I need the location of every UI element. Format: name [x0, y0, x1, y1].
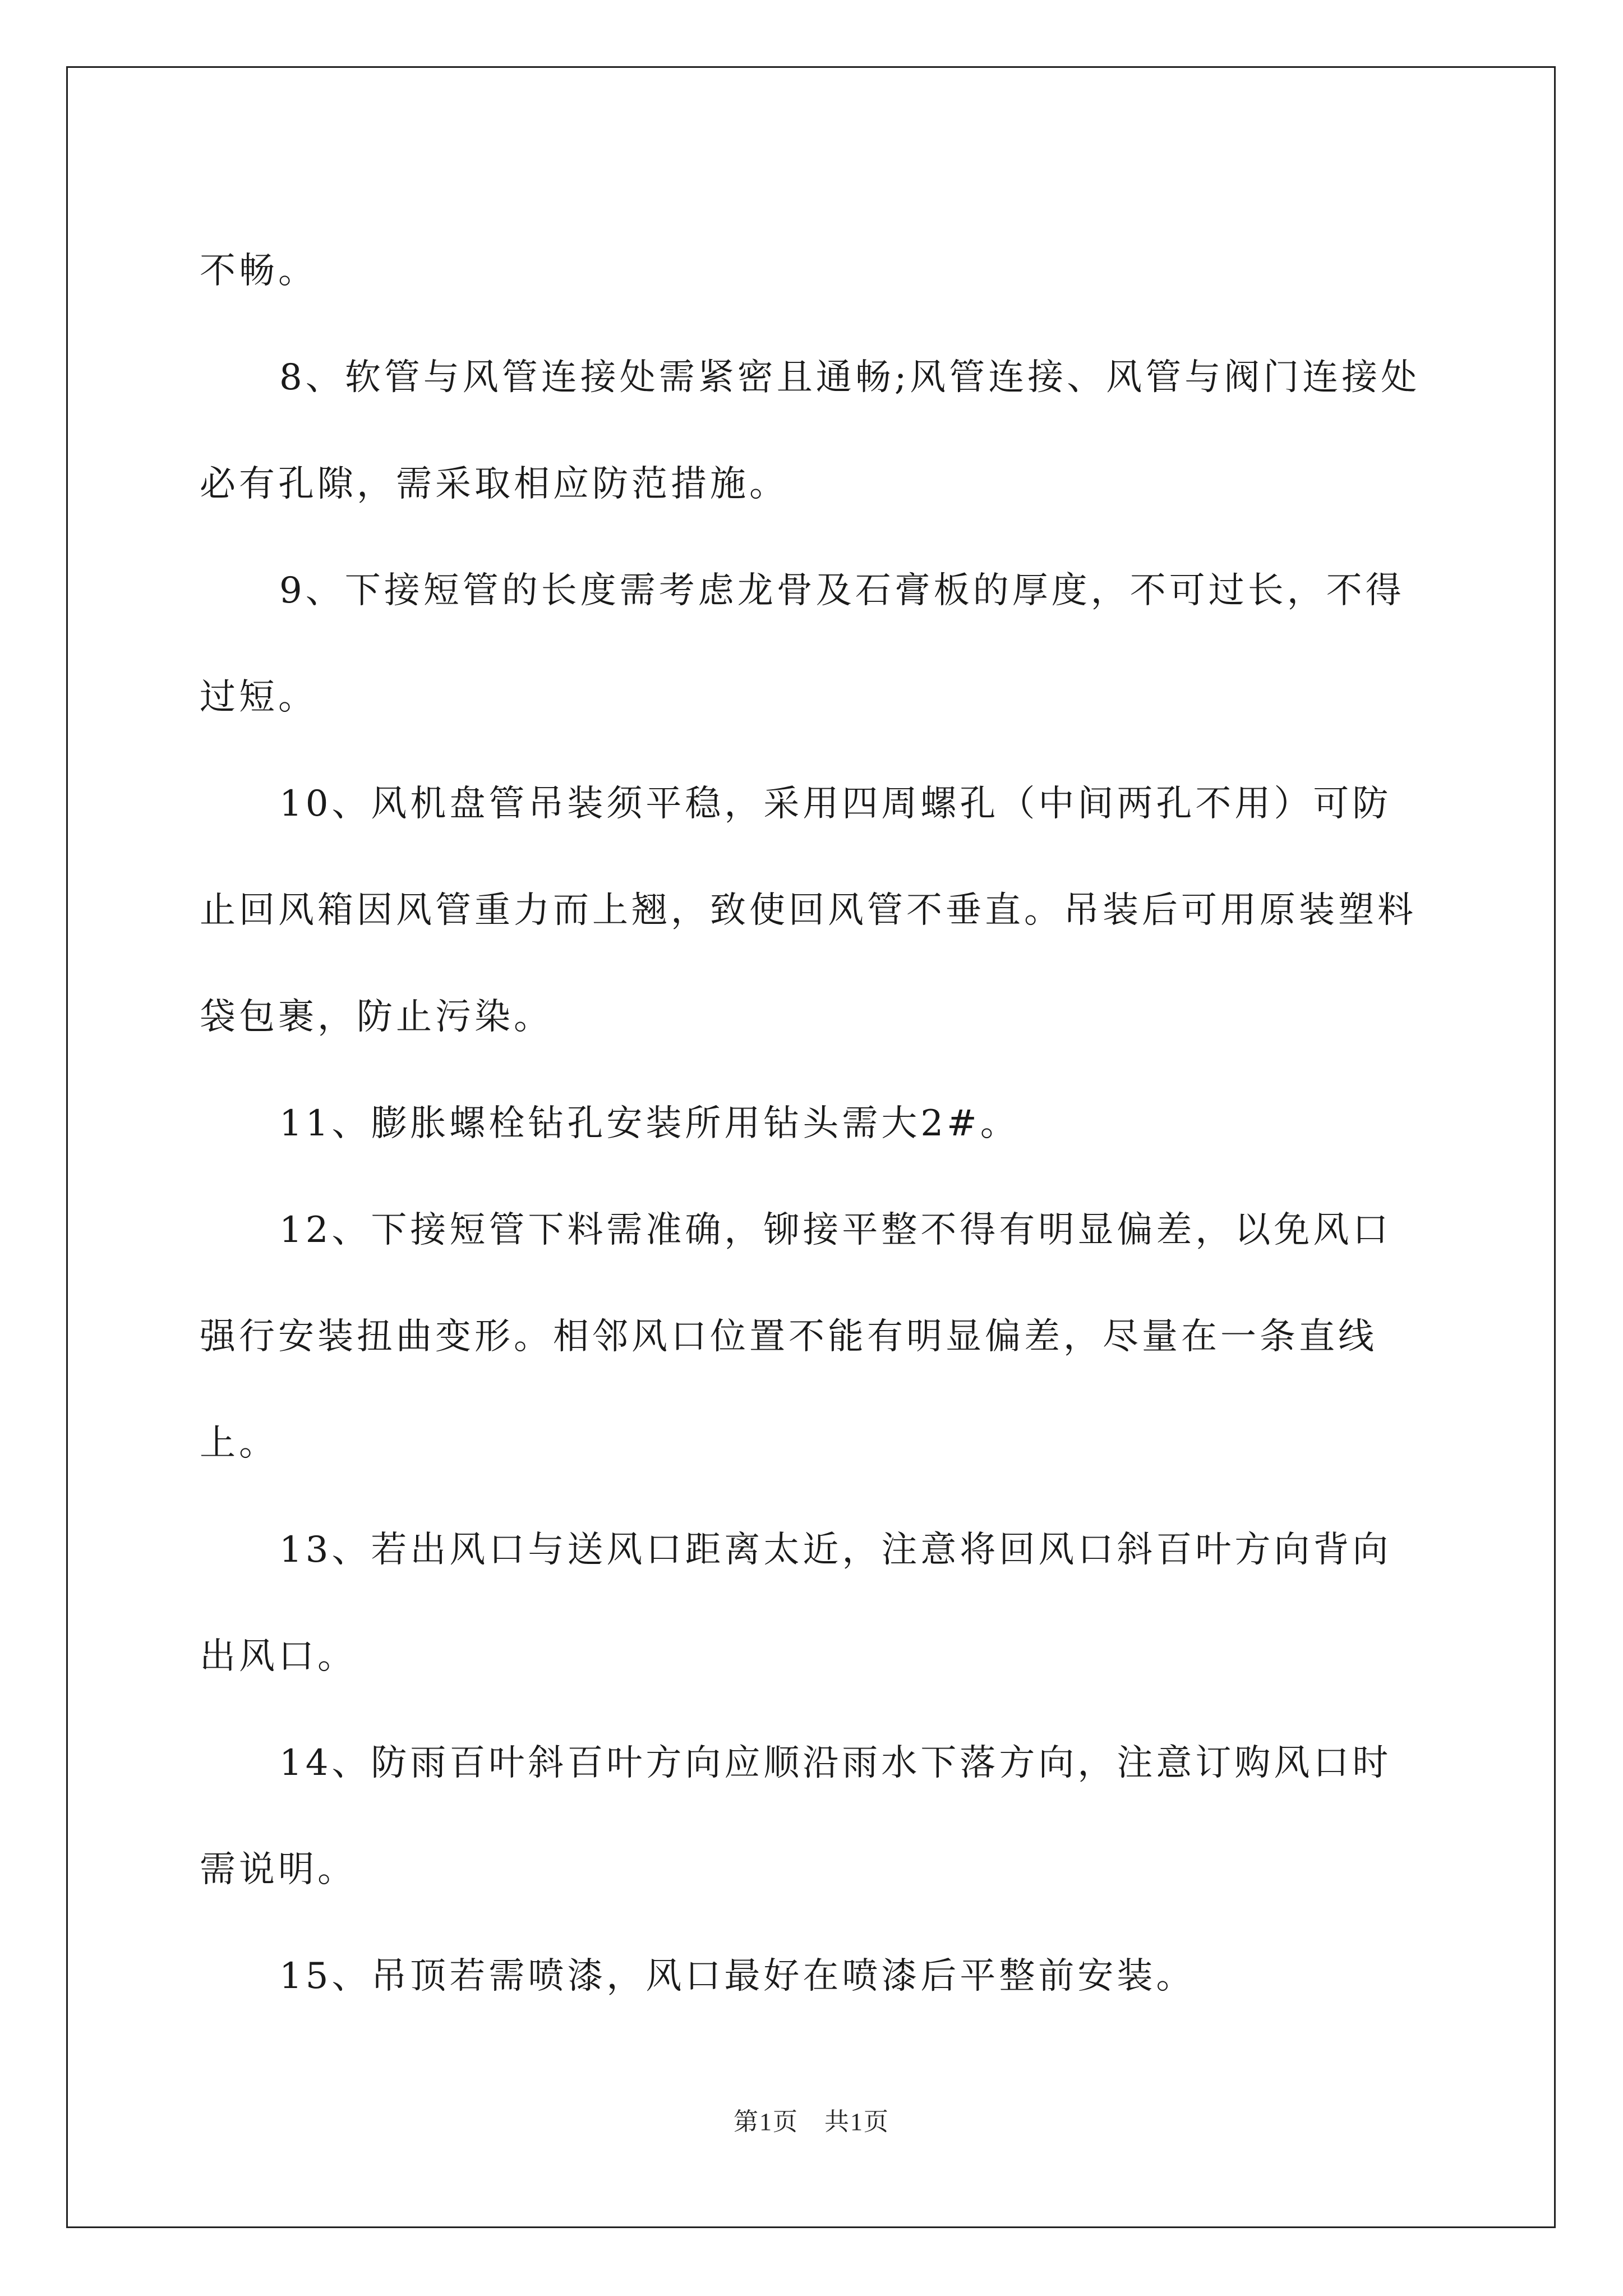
paragraph-continuation: 不畅。 [200, 250, 317, 292]
paragraph-item-12: 12、下接短管下料需准确，铆接平整不得有明显偏差，以免风口强行安装扭曲变形。相邻风口位置不能有明显偏差，尽量在一条直线上。 [200, 1209, 1392, 1464]
paragraph-item-11: 11、膨胀螺栓钻孔安装所用钻头需大2#。 [279, 1103, 1020, 1144]
paragraph-item-15: 15、吊顶若需喷漆，风口最好在喷漆后平整前安装。 [279, 1955, 1196, 1997]
paragraph-item-8: 8、软管与风管连接处需紧密且通畅;风管连接、风管与阀门连接处必有孔隙，需采取相应防范措施。 [200, 357, 1421, 505]
paragraph-item-14: 14、防雨百叶斜百叶方向应顺沿雨水下落方向，注意订购风口时需说明。 [200, 1742, 1392, 1890]
page-number-footer: 第1页 共1页 [734, 2108, 889, 2136]
document-body [200, 218, 1428, 2030]
paragraph-item-9: 9、下接短管的长度需考虑龙骨及石膏板的厚度，不可过长，不得过短。 [200, 570, 1405, 718]
paragraph-item-13: 13、若出风口与送风口距离太近，注意将回风口斜百叶方向背向出风口。 [200, 1529, 1392, 1677]
paragraph-item-10: 10、风机盘管吊装须平稳，采用四周螺孔（中间两孔不用）可防止回风箱因风管重力而上翘，致使回风管不垂直。吊装后可用原装塑料袋包裹，防止污染。 [200, 783, 1417, 1038]
